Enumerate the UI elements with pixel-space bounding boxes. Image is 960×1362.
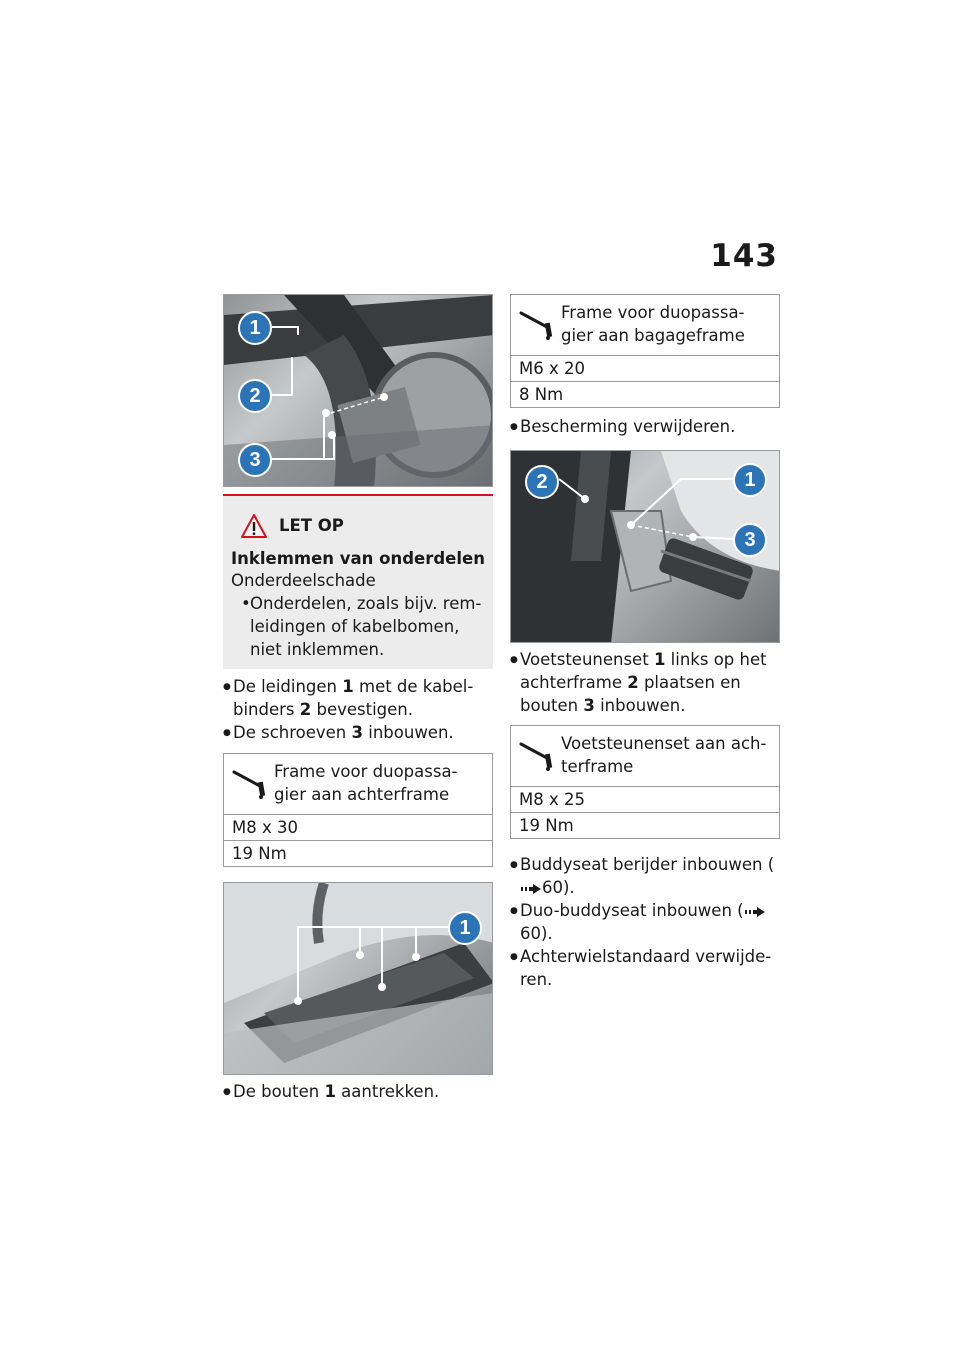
warning-subtitle: Onderdeelschade: [231, 571, 376, 590]
step-item: ● Bescherming verwijderen.: [510, 415, 780, 438]
page-reference[interactable]: 60: [520, 924, 541, 943]
step-item: [510, 853, 780, 899]
torque-value: 8 Nm: [511, 381, 779, 407]
torque-header: [511, 726, 779, 786]
marker-1: 1: [733, 463, 767, 497]
torque-header: [224, 754, 492, 814]
warning-title: Inklemmen van onderdelen: [231, 549, 485, 568]
torque-wrench-icon: [517, 732, 559, 772]
right-column: [510, 294, 780, 991]
marker-2: 2: [525, 465, 559, 499]
step-item: [223, 721, 493, 744]
step-ref-number: 3: [583, 696, 595, 715]
marker-2: 2: [238, 379, 272, 413]
step-item: ● Achterwielstandaard verwijde-ren.: [510, 945, 780, 991]
step-text: aantrekken.: [335, 1082, 440, 1101]
page-number: 143: [710, 238, 778, 274]
steps-right-3: [510, 853, 780, 991]
torque-wrench-icon: [517, 301, 559, 341]
steps-left-2: [223, 1080, 493, 1103]
page-reference-arrow-icon: [520, 883, 542, 895]
page-reference-arrow-icon: [744, 906, 766, 918]
torque-size: M8 x 30: [224, 814, 492, 840]
step-text: Voetsteunenset: [520, 650, 654, 669]
step-text: De leidingen: [233, 677, 343, 696]
step-ref-number: 1: [653, 650, 666, 669]
step-text: inbouwen.: [363, 723, 454, 742]
torque-heading: Frame voor duopassa-gier aan achterframe: [274, 762, 458, 804]
page-reference[interactable]: 60: [542, 878, 563, 897]
step-text: Duo-buddyseat inbouwen (: [520, 901, 744, 920]
photo-seat-frame-illustration: [224, 883, 493, 1075]
step-ref-number: 3: [351, 723, 363, 742]
step-text: plaatsen en bouten: [520, 673, 741, 715]
warning-bullet: • Onderdelen, zoals bijv. rem-leidingen of kabelbomen, niet inklemmen.: [241, 592, 485, 661]
torque-wrench-icon: [230, 760, 272, 800]
torque-size: M8 x 25: [511, 786, 779, 812]
photo-footrest-kit: [510, 450, 780, 643]
torque-heading: Voetsteunenset aan ach-terframe: [561, 734, 767, 776]
torque-table-left: [223, 753, 493, 867]
torque-table-right-1: [510, 294, 780, 408]
torque-size: M6 x 20: [511, 355, 779, 381]
step-item: [223, 675, 493, 721]
step-ref-number: 1: [324, 1082, 336, 1101]
step-text: bevestigen.: [311, 700, 414, 719]
step-item: [510, 648, 780, 717]
torque-value: 19 Nm: [224, 840, 492, 866]
warning-box: [223, 494, 493, 669]
torque-table-right-2: [510, 725, 780, 839]
left-column: [223, 294, 493, 1103]
step-ref-number: 2: [299, 700, 312, 719]
step-text: met de kabel-binders: [233, 677, 474, 719]
warning-triangle-icon: [241, 514, 267, 538]
step-text: inbouwen.: [594, 696, 686, 715]
step-text: De schroeven: [233, 723, 352, 742]
marker-3: 3: [733, 523, 767, 557]
steps-left-1: [223, 675, 493, 744]
step-text: Buddyseat berijder inbouwen (: [520, 855, 775, 874]
torque-heading: Frame voor duopassa-gier aan bagageframe: [561, 303, 745, 345]
torque-header: [511, 295, 779, 355]
step-text: De bouten: [233, 1082, 325, 1101]
marker-3: 3: [238, 443, 272, 477]
steps-right-2: [510, 648, 780, 717]
warning-header: [241, 514, 485, 538]
photo-cable-routing: [223, 294, 493, 487]
photo-seat-frame-bolts: [223, 882, 493, 1075]
step-item: [510, 899, 780, 945]
step-item: [223, 1080, 493, 1103]
torque-value: 19 Nm: [511, 812, 779, 838]
steps-right-1: [510, 415, 780, 438]
step-text: ).: [563, 878, 575, 897]
marker-1: 1: [448, 911, 482, 945]
step-text: links op het achterframe: [520, 650, 767, 692]
step-ref-number: 1: [342, 677, 354, 696]
warning-bullets: [231, 592, 485, 661]
step-text: ).: [541, 924, 553, 943]
step-ref-number: 2: [627, 673, 639, 692]
marker-1: 1: [238, 311, 272, 345]
warning-label: LET OP: [279, 516, 344, 535]
